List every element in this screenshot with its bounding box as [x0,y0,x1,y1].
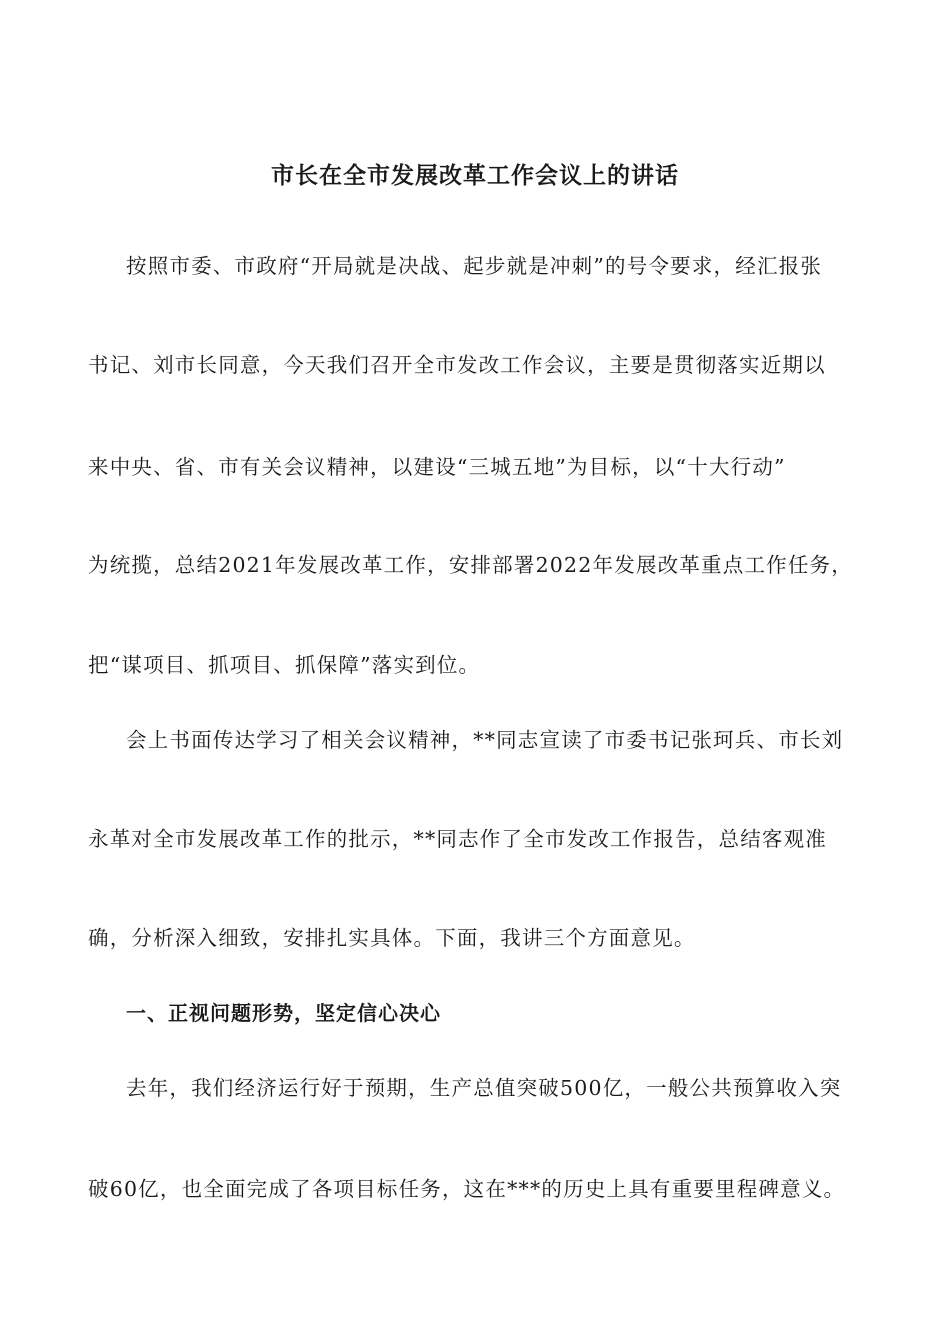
paragraph1-line4: 为统揽，总结2021年发展改革工作，安排部署2022年发展改革重点工作任务， [88,553,853,577]
document-title: 市长在全市发展改革工作会议上的讲话 [271,162,679,189]
section1-heading: 一、正视问题形势，坚定信心决心 [126,1001,441,1025]
paragraph2-line3: 确，分析深入细致，安排扎实具体。下面，我讲三个方面意见。 [88,926,696,950]
paragraph2-line2: 永革对全市发展改革工作的批示，**同志作了全市发改工作报告，总结客观准 [88,827,827,851]
paragraph2-line1: 会上书面传达学习了相关会议精神，**同志宣读了市委书记张珂兵、市长刘 [126,728,844,752]
paragraph1-line2: 书记、刘市长同意，今天我们召开全市发改工作会议，主要是贯彻落实近期以 [88,353,826,377]
paragraph1-line1: 按照市委、市政府“开局就是决战、起步就是冲刺”的号令要求，经汇报张 [126,254,823,278]
paragraph1-line5: 把“谋项目、抓项目、抓保障”落实到位。 [88,653,481,677]
paragraph3-line1: 去年，我们经济运行好于预期，生产总值突破500亿，一般公共预算收入突 [126,1076,842,1100]
paragraph1-line3: 来中央、省、市有关会议精神，以建设“三城五地”为目标，以“十大行动” [88,455,786,479]
paragraph3-line2: 破60亿，也全面完成了各项目标任务，这在***的历史上具有重要里程碑意义。 [88,1177,846,1201]
